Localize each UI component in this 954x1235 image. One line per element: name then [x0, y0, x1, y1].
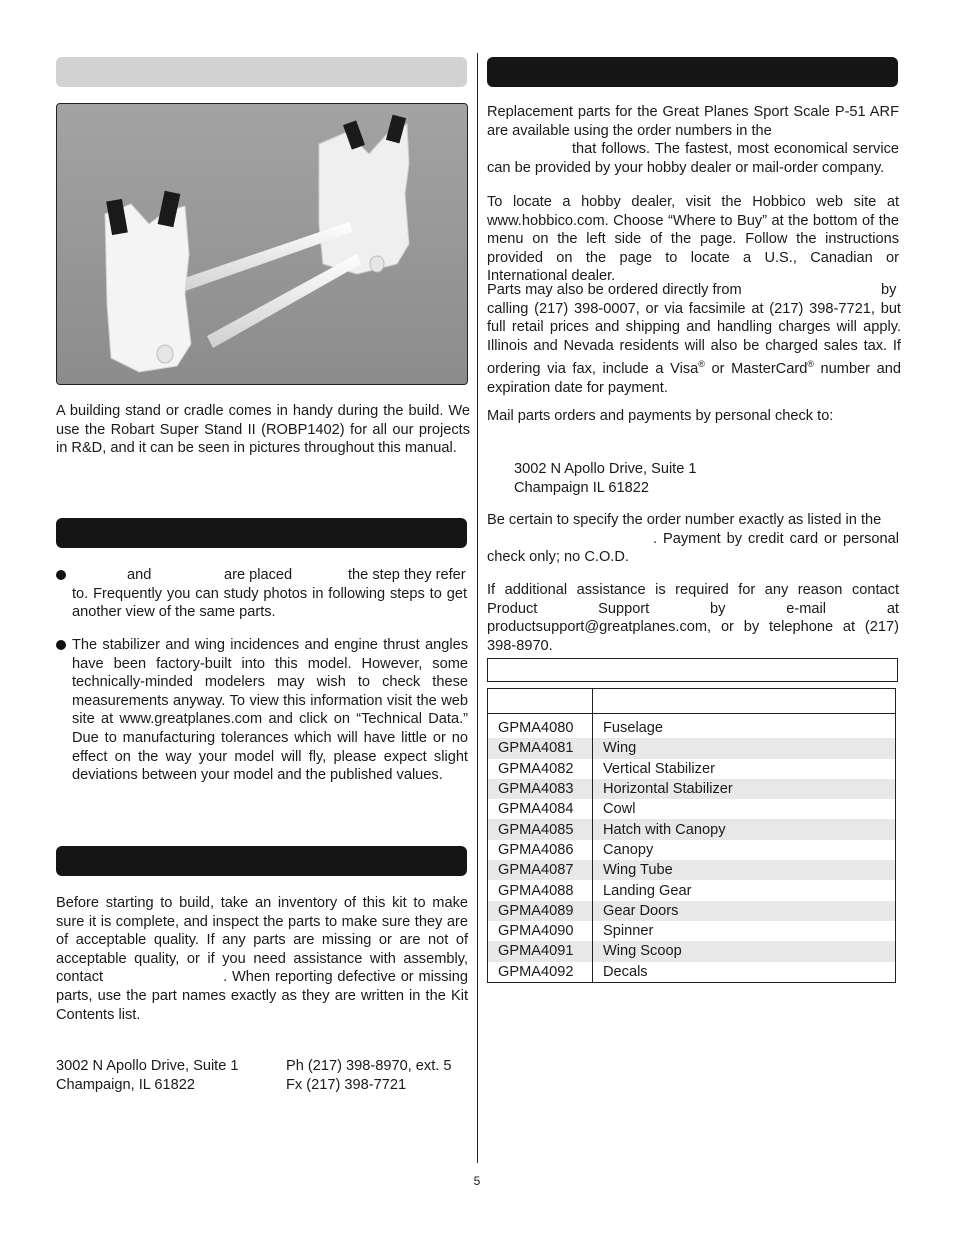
table-row: [488, 941, 896, 961]
mail-address-line1: 3002 N Apollo Drive, Suite 1: [514, 461, 697, 477]
table-row: [488, 962, 896, 983]
parts-list-title-box: [487, 658, 898, 682]
table-row: [488, 738, 896, 758]
inventory-text-part2: . When reporting defective or missing parts, use the part names exactly as they are written in the Kit Contents list.: [56, 969, 468, 1023]
mail-orders-text: Mail parts orders and payments by personal check to:: [487, 408, 834, 424]
support-fax: Fx (217) 398-7721: [286, 1077, 407, 1093]
support-address-line2: Champaign, IL 61822: [56, 1077, 196, 1093]
part-name: Cowl: [603, 801, 636, 818]
part-order-number: GPMA4088: [488, 880, 593, 900]
part-name: Wing: [593, 738, 896, 758]
part-name: Fuselage: [603, 720, 664, 737]
parts-header-order-number: [488, 689, 593, 714]
part-order-number: GPMA4083: [488, 779, 593, 799]
part-name: Canopy: [603, 841, 654, 858]
direct-order-by: by: [881, 282, 897, 298]
table-row: [488, 819, 896, 839]
bullet-item-1: [56, 566, 468, 622]
table-row: [488, 901, 896, 921]
section-header-bar-dark-right: [487, 57, 898, 87]
direct-order-c: calling (217) 398-0007, or via facsimile at (217) 398-7721, but full retail prices and shipping and handling charges will apply. Illinois and Nevada residents will also be charged sales tax. If ordering via fax, include a Visa® or MasterCard® number and expiration date for payment.: [487, 300, 901, 396]
support-phone: Ph (217) 398-8970, ext. 5: [286, 1058, 452, 1074]
replacement-intro: [487, 103, 899, 177]
table-row: [488, 921, 896, 941]
mail-address-line2: Champaign IL 61822: [514, 480, 649, 496]
bullet-1-word-and: and: [127, 567, 152, 583]
part-name: Vertical Stabilizer: [603, 760, 715, 777]
robart-super-stand-image: [57, 104, 467, 384]
part-order-number: GPMA4087: [488, 860, 593, 880]
parts-header-description: [593, 689, 896, 714]
bullet-2-text: The stabilizer and wing incidences and engine thrust angles have been factory-built into this model. However, some technically-minded modelers may wish to check these measurements anyway. To view this information visit the web site at www.greatplanes.com and click on “Technical Data.” Due to manufacturing tolerances which will have little or no effect on the way your model will fly, please expect slight deviations between your model and the published values.: [72, 637, 468, 784]
replacement-parts-table: [487, 688, 896, 983]
notes-bullet-list: [56, 566, 468, 785]
part-order-number: GPMA4090: [488, 921, 593, 941]
hobby-dealer-text: To locate a hobby dealer, visit the Hobbico web site at www.hobbico.com. Choose “Where to Buy” at the bottom of the menu on the left side of the page. Follow the instructions provided on the page to locate a U.S., Canadian or International dealer.: [487, 194, 899, 285]
part-order-number: GPMA4082: [488, 759, 593, 779]
bullet-item-2: [56, 636, 468, 785]
table-row: [488, 880, 896, 900]
part-order-number: GPMA4089: [488, 901, 593, 921]
part-order-number: GPMA4086: [488, 840, 593, 860]
table-row: [488, 714, 896, 739]
support-address-line1: 3002 N Apollo Drive, Suite 1: [56, 1058, 239, 1074]
building-stand-photo: [56, 103, 468, 385]
part-name: Horizontal Stabilizer: [593, 779, 896, 799]
section-header-bar-light: [56, 57, 467, 87]
photo-caption: A building stand or cradle comes in handy during the build. We use the Robart Super Stand II (ROBP1402) for all our projects in R&D, and it can be seen in pictures throughout this manual.: [56, 403, 470, 457]
part-order-number: GPMA4084: [488, 799, 593, 819]
page-number: 5: [473, 1174, 481, 1188]
section-header-bar-dark-1: [56, 518, 467, 548]
direct-order-a: Parts may also be ordered directly from: [487, 282, 742, 298]
bullet-1-rest: to. Frequently you can study photos in following steps to get another view of the same parts.: [72, 585, 467, 621]
part-name: Hatch with Canopy: [593, 819, 896, 839]
direct-order-text: [487, 281, 901, 397]
order-number-text: [487, 511, 899, 567]
part-name: Decals: [603, 963, 648, 980]
part-order-number: GPMA4081: [488, 738, 593, 758]
table-row: [488, 840, 896, 860]
part-name: Wing Scoop: [593, 941, 896, 961]
part-order-number: GPMA4085: [488, 819, 593, 839]
part-order-number: GPMA4092: [488, 962, 593, 983]
product-support-text: If additional assistance is required for any reason contact Product Support by e-mail at productsupport@greatplanes.com, or by telephone at (217) 398-8970.: [487, 582, 899, 654]
table-row: [488, 759, 896, 779]
section-header-bar-dark-2: [56, 846, 467, 876]
part-order-number: GPMA4091: [488, 941, 593, 961]
bullet-dot-icon: [56, 570, 66, 580]
order-number-b: . Payment by credit card or personal check only; no C.O.D.: [487, 530, 899, 566]
column-divider: [477, 53, 478, 1163]
inventory-text: [56, 894, 468, 1024]
part-name: Landing Gear: [603, 882, 692, 899]
table-row: [488, 860, 896, 880]
part-name: Gear Doors: [593, 901, 896, 921]
bullet-1-word-step: the step they refer: [348, 567, 466, 583]
table-row: [488, 799, 896, 819]
bullet-1-word-placed: are placed: [224, 567, 293, 583]
part-name: Wing Tube: [593, 860, 896, 880]
inventory-text-part1: Before starting to build, take an inventory of this kit to make sure it is complete, and inspect the parts to make sure they are of acceptable quality. If any parts are missing or are not of acceptable quality, or if you need assistance with assembly, contact: [56, 895, 468, 986]
table-row: [488, 779, 896, 799]
part-name: Spinner: [603, 923, 654, 940]
order-number-a: Be certain to specify the order number exactly as listed in the: [487, 512, 882, 528]
bullet-dot-icon: [56, 640, 66, 650]
part-order-number: GPMA4080: [488, 714, 593, 739]
parts-table-header: [488, 689, 896, 714]
replacement-intro-b: that follows. The fastest, most economical service can be provided by your hobby dealer or mail-order company.: [487, 141, 899, 176]
replacement-intro-a: Replacement parts for the Great Planes Sport Scale P-51 ARF are available using the order numbers in the: [487, 104, 899, 139]
